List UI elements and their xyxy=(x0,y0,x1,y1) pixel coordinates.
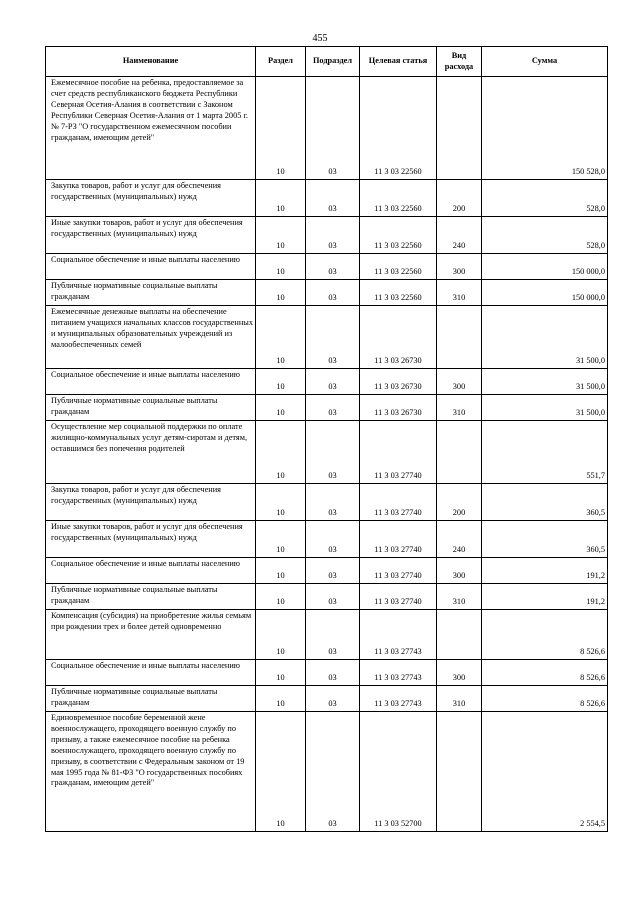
cell-name: Закупка товаров, работ и услуг для обеспечения государственных (муниципальных) нужд xyxy=(46,484,256,521)
cell-subsection: 03 xyxy=(306,421,360,484)
table-row xyxy=(46,254,608,280)
cell-subsection: 03 xyxy=(306,395,360,421)
cell-section: 10 xyxy=(256,369,306,395)
cell-amount: 528,0 xyxy=(482,217,608,254)
cell-subsection: 03 xyxy=(306,558,360,584)
cell-expense-type: 310 xyxy=(437,686,482,712)
cell-expense-type: 300 xyxy=(437,558,482,584)
cell-subsection: 03 xyxy=(306,712,360,832)
table-row xyxy=(46,280,608,306)
cell-expense-type: 310 xyxy=(437,584,482,610)
cell-section: 10 xyxy=(256,217,306,254)
cell-expense-type xyxy=(437,77,482,180)
cell-amount: 8 526,6 xyxy=(482,660,608,686)
cell-name: Компенсация (субсидия) на приобретение жилья семьям при рождении трех и более детей одновременно xyxy=(46,610,256,660)
table-row xyxy=(46,660,608,686)
header-row xyxy=(46,47,608,77)
cell-name: Социальное обеспечение и иные выплаты населению xyxy=(46,660,256,686)
cell-target: 11 3 03 26730 xyxy=(360,306,437,369)
cell-target: 11 3 03 22560 xyxy=(360,217,437,254)
cell-subsection: 03 xyxy=(306,521,360,558)
cell-name: Публичные нормативные социальные выплаты гражданам xyxy=(46,280,256,306)
table-row xyxy=(46,77,608,180)
cell-section: 10 xyxy=(256,558,306,584)
cell-section: 10 xyxy=(256,280,306,306)
header-section: Раздел xyxy=(256,47,306,77)
cell-name: Ежемесячное пособие на ребенка, предоставляемое за счет средств республиканского бюджета Республики Северная Осетия-Алания в соответствии с Законом Республики Северная Осетия-Алания от 1 марта 2005 г. № 7-РЗ "О государственном ежемесячном пособии гражданам, имеющим детей" xyxy=(46,77,256,180)
cell-section: 10 xyxy=(256,77,306,180)
cell-expense-type: 240 xyxy=(437,217,482,254)
cell-name: Публичные нормативные социальные выплаты гражданам xyxy=(46,584,256,610)
table-row xyxy=(46,369,608,395)
table-row xyxy=(46,306,608,369)
cell-subsection: 03 xyxy=(306,217,360,254)
cell-name: Единовременное пособие беременной жене военнослужащего, проходящего военную службу по призыву, а также ежемесячное пособие на ребенка военнослужащего, проходящего военную службу по призыву, в соответствии с Федеральным законом от 19 мая 1995 года № 81-ФЗ "О государственных пособиях гражданам, имеющим детей" xyxy=(46,712,256,832)
cell-expense-type: 200 xyxy=(437,180,482,217)
header-amount: Сумма xyxy=(482,47,608,77)
header-name: Наименование xyxy=(46,47,256,77)
cell-target: 11 3 03 52700 xyxy=(360,712,437,832)
cell-expense-type: 240 xyxy=(437,521,482,558)
cell-name: Публичные нормативные социальные выплаты гражданам xyxy=(46,686,256,712)
cell-subsection: 03 xyxy=(306,254,360,280)
cell-name: Социальное обеспечение и иные выплаты населению xyxy=(46,558,256,584)
cell-expense-type xyxy=(437,306,482,369)
cell-amount: 150 528,0 xyxy=(482,77,608,180)
cell-amount: 528,0 xyxy=(482,180,608,217)
table-row xyxy=(46,558,608,584)
cell-name: Социальное обеспечение и иные выплаты населению xyxy=(46,369,256,395)
cell-section: 10 xyxy=(256,306,306,369)
cell-amount: 8 526,6 xyxy=(482,686,608,712)
cell-expense-type xyxy=(437,610,482,660)
table-row xyxy=(46,180,608,217)
cell-target: 11 3 03 26730 xyxy=(360,369,437,395)
table-row xyxy=(46,421,608,484)
cell-expense-type: 310 xyxy=(437,280,482,306)
cell-name: Закупка товаров, работ и услуг для обеспечения государственных (муниципальных) нужд xyxy=(46,180,256,217)
table-row xyxy=(46,584,608,610)
cell-section: 10 xyxy=(256,584,306,610)
cell-subsection: 03 xyxy=(306,484,360,521)
cell-expense-type xyxy=(437,712,482,832)
header-target: Целевая статья xyxy=(360,47,437,77)
cell-target: 11 3 03 27743 xyxy=(360,660,437,686)
cell-section: 10 xyxy=(256,254,306,280)
cell-target: 11 3 03 22560 xyxy=(360,180,437,217)
cell-expense-type: 300 xyxy=(437,369,482,395)
cell-name: Осуществление мер социальной поддержки по оплате жилищно-коммунальных услуг детям-сиротам и детям, оставшимся без попечения родителей xyxy=(46,421,256,484)
cell-amount: 31 500,0 xyxy=(482,306,608,369)
cell-target: 11 3 03 26730 xyxy=(360,395,437,421)
cell-amount: 31 500,0 xyxy=(482,395,608,421)
cell-amount: 2 554,5 xyxy=(482,712,608,832)
cell-name: Социальное обеспечение и иные выплаты населению xyxy=(46,254,256,280)
cell-amount: 551,7 xyxy=(482,421,608,484)
cell-section: 10 xyxy=(256,484,306,521)
cell-subsection: 03 xyxy=(306,369,360,395)
cell-target: 11 3 03 27740 xyxy=(360,484,437,521)
cell-target: 11 3 03 27740 xyxy=(360,558,437,584)
cell-section: 10 xyxy=(256,421,306,484)
cell-section: 10 xyxy=(256,686,306,712)
table-row xyxy=(46,217,608,254)
cell-expense-type: 300 xyxy=(437,254,482,280)
cell-target: 11 3 03 27740 xyxy=(360,521,437,558)
cell-subsection: 03 xyxy=(306,584,360,610)
cell-subsection: 03 xyxy=(306,280,360,306)
cell-section: 10 xyxy=(256,180,306,217)
cell-section: 10 xyxy=(256,395,306,421)
cell-subsection: 03 xyxy=(306,660,360,686)
table-row xyxy=(46,712,608,832)
cell-target: 11 3 03 22560 xyxy=(360,280,437,306)
header-expense-type: Вид расхода xyxy=(437,47,482,77)
cell-amount: 191,2 xyxy=(482,558,608,584)
cell-subsection: 03 xyxy=(306,306,360,369)
cell-target: 11 3 03 22560 xyxy=(360,254,437,280)
table-row xyxy=(46,395,608,421)
cell-section: 10 xyxy=(256,610,306,660)
cell-subsection: 03 xyxy=(306,610,360,660)
cell-expense-type: 200 xyxy=(437,484,482,521)
cell-name: Иные закупки товаров, работ и услуг для обеспечения государственных (муниципальных) нужд xyxy=(46,217,256,254)
budget-table xyxy=(45,46,608,832)
page-number: 455 xyxy=(312,33,328,44)
table-row xyxy=(46,610,608,660)
cell-expense-type: 300 xyxy=(437,660,482,686)
table-row xyxy=(46,521,608,558)
cell-subsection: 03 xyxy=(306,77,360,180)
cell-target: 11 3 03 27743 xyxy=(360,686,437,712)
cell-target: 11 3 03 27740 xyxy=(360,584,437,610)
cell-expense-type: 310 xyxy=(437,395,482,421)
cell-amount: 360,5 xyxy=(482,521,608,558)
cell-subsection: 03 xyxy=(306,686,360,712)
table-row xyxy=(46,686,608,712)
table-row xyxy=(46,484,608,521)
cell-name: Иные закупки товаров, работ и услуг для обеспечения государственных (муниципальных) нужд xyxy=(46,521,256,558)
header-subsection: Подраздел xyxy=(306,47,360,77)
cell-amount: 360,5 xyxy=(482,484,608,521)
cell-target: 11 3 03 27740 xyxy=(360,421,437,484)
cell-name: Публичные нормативные социальные выплаты гражданам xyxy=(46,395,256,421)
cell-section: 10 xyxy=(256,521,306,558)
cell-section: 10 xyxy=(256,660,306,686)
cell-amount: 191,2 xyxy=(482,584,608,610)
cell-amount: 150 000,0 xyxy=(482,280,608,306)
cell-amount: 31 500,0 xyxy=(482,369,608,395)
cell-section: 10 xyxy=(256,712,306,832)
cell-amount: 8 526,6 xyxy=(482,610,608,660)
cell-subsection: 03 xyxy=(306,180,360,217)
cell-expense-type xyxy=(437,421,482,484)
cell-amount: 150 000,0 xyxy=(482,254,608,280)
cell-target: 11 3 03 27743 xyxy=(360,610,437,660)
cell-name: Ежемесячные денежные выплаты на обеспечение питанием учащихся начальных классов государственных и муниципальных образовательных учреждений из малообеспеченных семей xyxy=(46,306,256,369)
cell-target: 11 3 03 22560 xyxy=(360,77,437,180)
